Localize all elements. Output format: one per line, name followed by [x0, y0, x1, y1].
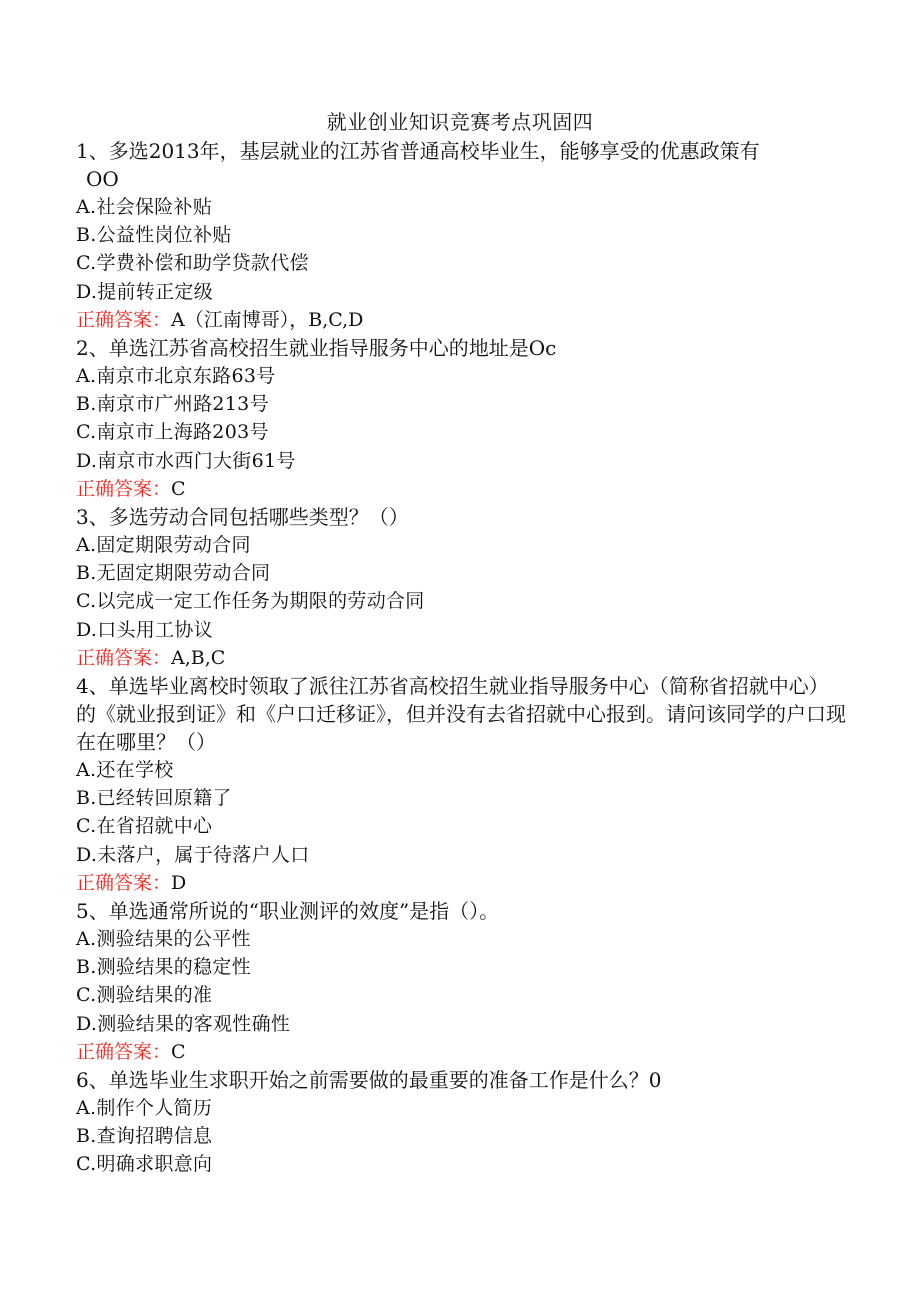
option-d: D.口头用工协议: [76, 618, 213, 641]
question-stem-continuation: OO: [86, 167, 119, 191]
correct-answer: [76, 306, 846, 334]
option-d: D.提前转正定级: [76, 280, 213, 303]
correct-answer: [76, 869, 846, 897]
question-5: [76, 897, 846, 1066]
answer-label: 正确答案：: [76, 308, 172, 331]
option-d: D.南京市水西门大街61号: [76, 449, 296, 472]
question-1: [76, 137, 846, 334]
correct-answer: [76, 644, 846, 672]
option-c: C.南京市上海路203号: [76, 421, 269, 444]
answer-label: 正确答案：: [76, 646, 172, 669]
question-4: [76, 672, 846, 897]
option-d: D.未落户，属于待落户人口: [76, 843, 310, 866]
question-stem: 4、单选毕业离校时领取了派往江苏省高校招生就业指导服务中心（简称省招就中心）的《就业报到证》和《户口迁移证》，但并没有去省招就中心报到。请问该同学的户口现在在哪里？（）: [76, 674, 846, 755]
option-c: C.在省招就中心: [76, 815, 213, 838]
answer-label: 正确答案：: [76, 1040, 172, 1063]
correct-answer: [76, 1038, 846, 1066]
option-c: C.以完成一定工作任务为期限的劳动合同: [76, 590, 425, 613]
answer-label: 正确答案：: [76, 871, 172, 894]
answer-label: 正确答案：: [76, 477, 172, 500]
answer-value: D: [171, 871, 187, 894]
question-3: [76, 503, 846, 672]
answer-value: C: [171, 1040, 186, 1063]
answer-value: C: [171, 477, 186, 500]
question-stem: 3、多选劳动合同包括哪些类型？（）: [76, 505, 409, 530]
option-a: A.测验结果的公平性: [76, 928, 251, 951]
option-a: A.制作个人简历: [76, 1097, 213, 1120]
option-c: C.学费补偿和助学贷款代偿: [76, 252, 309, 275]
answer-value: A（江南博哥），B,C,D: [171, 308, 364, 331]
question-stem: 2、单选江苏省高校招生就业指导服务中心的地址是Oc: [76, 336, 557, 361]
question-stem: 1、多选2013年，基层就业的江苏省普通高校毕业生，能够享受的优惠政策有: [76, 139, 760, 163]
option-c: C.明确求职意向: [76, 1153, 213, 1176]
option-a: A.南京市北京东路63号: [76, 365, 276, 388]
option-c: C.测验结果的准: [76, 984, 213, 1007]
question-stem: 5、单选通常所说的“职业测评的效度”是指（）。: [76, 899, 500, 924]
option-a: A.固定期限劳动合同: [76, 534, 251, 557]
option-b: B.公益性岗位补贴: [76, 224, 232, 247]
question-6: [76, 1066, 846, 1179]
option-b: B.已经转回原籍了: [76, 787, 232, 810]
option-b: B.查询招聘信息: [76, 1125, 213, 1148]
option-d: D.测验结果的客观性确性: [76, 1012, 291, 1035]
option-b: B.南京市广州路213号: [76, 393, 269, 416]
page-title: 就业创业知识竞赛考点巩固四: [326, 110, 594, 134]
answer-value: A,B,C: [171, 646, 226, 669]
option-a: A.社会保险补贴: [76, 196, 213, 218]
option-b: B.测验结果的稳定性: [76, 956, 252, 979]
question-list: [76, 137, 846, 1179]
question-stem: 6、单选毕业生求职开始之前需要做的最重要的准备工作是什么？0: [76, 1068, 662, 1093]
correct-answer: [76, 475, 846, 503]
option-b: B.无固定期限劳动合同: [76, 562, 271, 585]
option-a: A.还在学校: [76, 759, 174, 782]
question-2: [76, 334, 846, 503]
